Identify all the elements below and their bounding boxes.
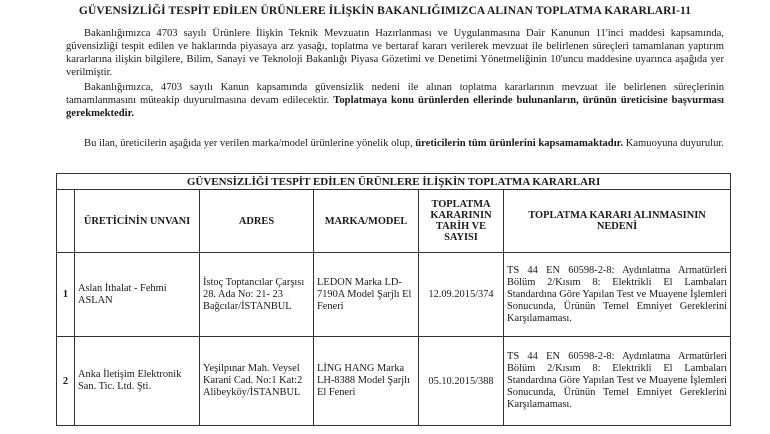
row-number: 1 <box>57 253 75 337</box>
scope-text-after: Kamuoyuna duyurulur. <box>625 138 724 149</box>
scope-bold-text: üreticilerin tüm ürünlerini kapsamamaktadır. <box>415 138 624 149</box>
brand-cell: LİNG HANG Marka LH-8388 Model Şarjlı El Feneri <box>314 337 419 426</box>
intro-text: Bakanlığımızca 4703 sayılı Ürünlere İlişkin Teknik Mevzuatın Hazırlanması ve Uygulanmasına Dair Kanunun 11'inci maddesi kapsamında, güvensizliği tespit edilen ve haklarında piyasaya arz yasağı, toplatma ve bertaraf kararı verilerek mevzuat ile belirlenen süreçleri tamamlanan yaptırım kararlarına ilişkin bilgilere, Bilim, Sanayi ve Teknoloji Bakanlığı Piyasa Gözetimi ve Denetimi Yönetmeliğinin 10'uncu maddesine uyarınca aşağıda yer verilmiştir. <box>66 28 724 78</box>
reason-cell: TS 44 EN 60598-2-8: Aydınlatma Armatürleri Bölüm 2/Kısım 8: Elektrikli El Lambaları Standardına Göre Yapılan Test ve Muayene İşlemleri Sonucunda, Ürünün Temel Emniyet Gereklerini Karşılamaması. <box>504 337 731 426</box>
notice-paragraph <box>66 81 724 120</box>
brand-cell: LEDON Marka LD-7190A Model Şarjlı El Feneri <box>314 253 419 337</box>
address-cell: Yeşilpınar Mah. Veysel Karani Cad. No:1 Kat:2 Alibeyköy/İSTANBUL <box>200 337 314 426</box>
header-address: ADRES <box>200 190 314 253</box>
header-no <box>57 190 75 253</box>
header-date: TOPLATMA KARARININ TARİH VE SAYISI <box>419 190 504 253</box>
recall-table <box>56 173 731 426</box>
reason-cell: TS 44 EN 60598-2-8: Aydınlatma Armatürleri Bölüm 2/Kısım 8: Elektrikli El Lambaları Standardına Göre Yapılan Test ve Muayene İşlemleri Sonucunda, Ürünün Temel Emniyet Gereklerini Karşılamaması. <box>504 253 731 337</box>
header-reason: TOPLATMA KARARI ALINMASININ NEDENİ <box>504 190 731 253</box>
notice-bold-text: Toplatmaya konu ürünlerden ellerinde bulunanların, ürünün üreticisine başvurması gerekmektedir. <box>66 95 725 119</box>
scope-text-before: Bu ilan, üreticilerin aşağıda yer verilen marka/model ürünlerine yönelik olup, <box>84 138 413 149</box>
row-number: 2 <box>57 337 75 426</box>
producer-cell: Aslan İthalat - Fehmi ASLAN <box>75 253 200 337</box>
date-cell: 05.10.2015/388 <box>419 337 504 426</box>
address-cell: İstoç Toptancılar Çarşısı 28. Ada No: 21- 23 Bağcılar/İSTANBUL <box>200 253 314 337</box>
scope-paragraph <box>66 137 724 150</box>
producer-cell: Anka İletişim Elektronik San. Tic. Ltd. Şti. <box>75 337 200 426</box>
date-cell: 12.09.2015/374 <box>419 253 504 337</box>
header-producer: ÜRETİCİNİN UNVANI <box>75 190 200 253</box>
intro-paragraph <box>66 27 724 79</box>
notice-text: Bakanlığımızca, 4703 sayılı Kanun kapsamında güvensizlik nedeni ile alınan toplatma kararlarının mevzuat ile belirlenen süreçlerinin tamamlanmasını müteakip duyurulmasına devam edilecektir. <box>66 82 724 106</box>
header-brand: MARKA/MODEL <box>314 190 419 253</box>
table-row <box>57 337 731 426</box>
table-title: GÜVENSİZLİĞİ TESPİT EDİLEN ÜRÜNLERE İLİŞKİN TOPLATMA KARARLARI <box>57 174 731 190</box>
page-title: GÜVENSİZLİĞİ TESPİT EDİLEN ÜRÜNLERE İLİŞKİN BAKANLIĞIMIZCA ALINAN TOPLATMA KARARLARI-11 <box>78 5 692 17</box>
table-row <box>57 253 731 337</box>
